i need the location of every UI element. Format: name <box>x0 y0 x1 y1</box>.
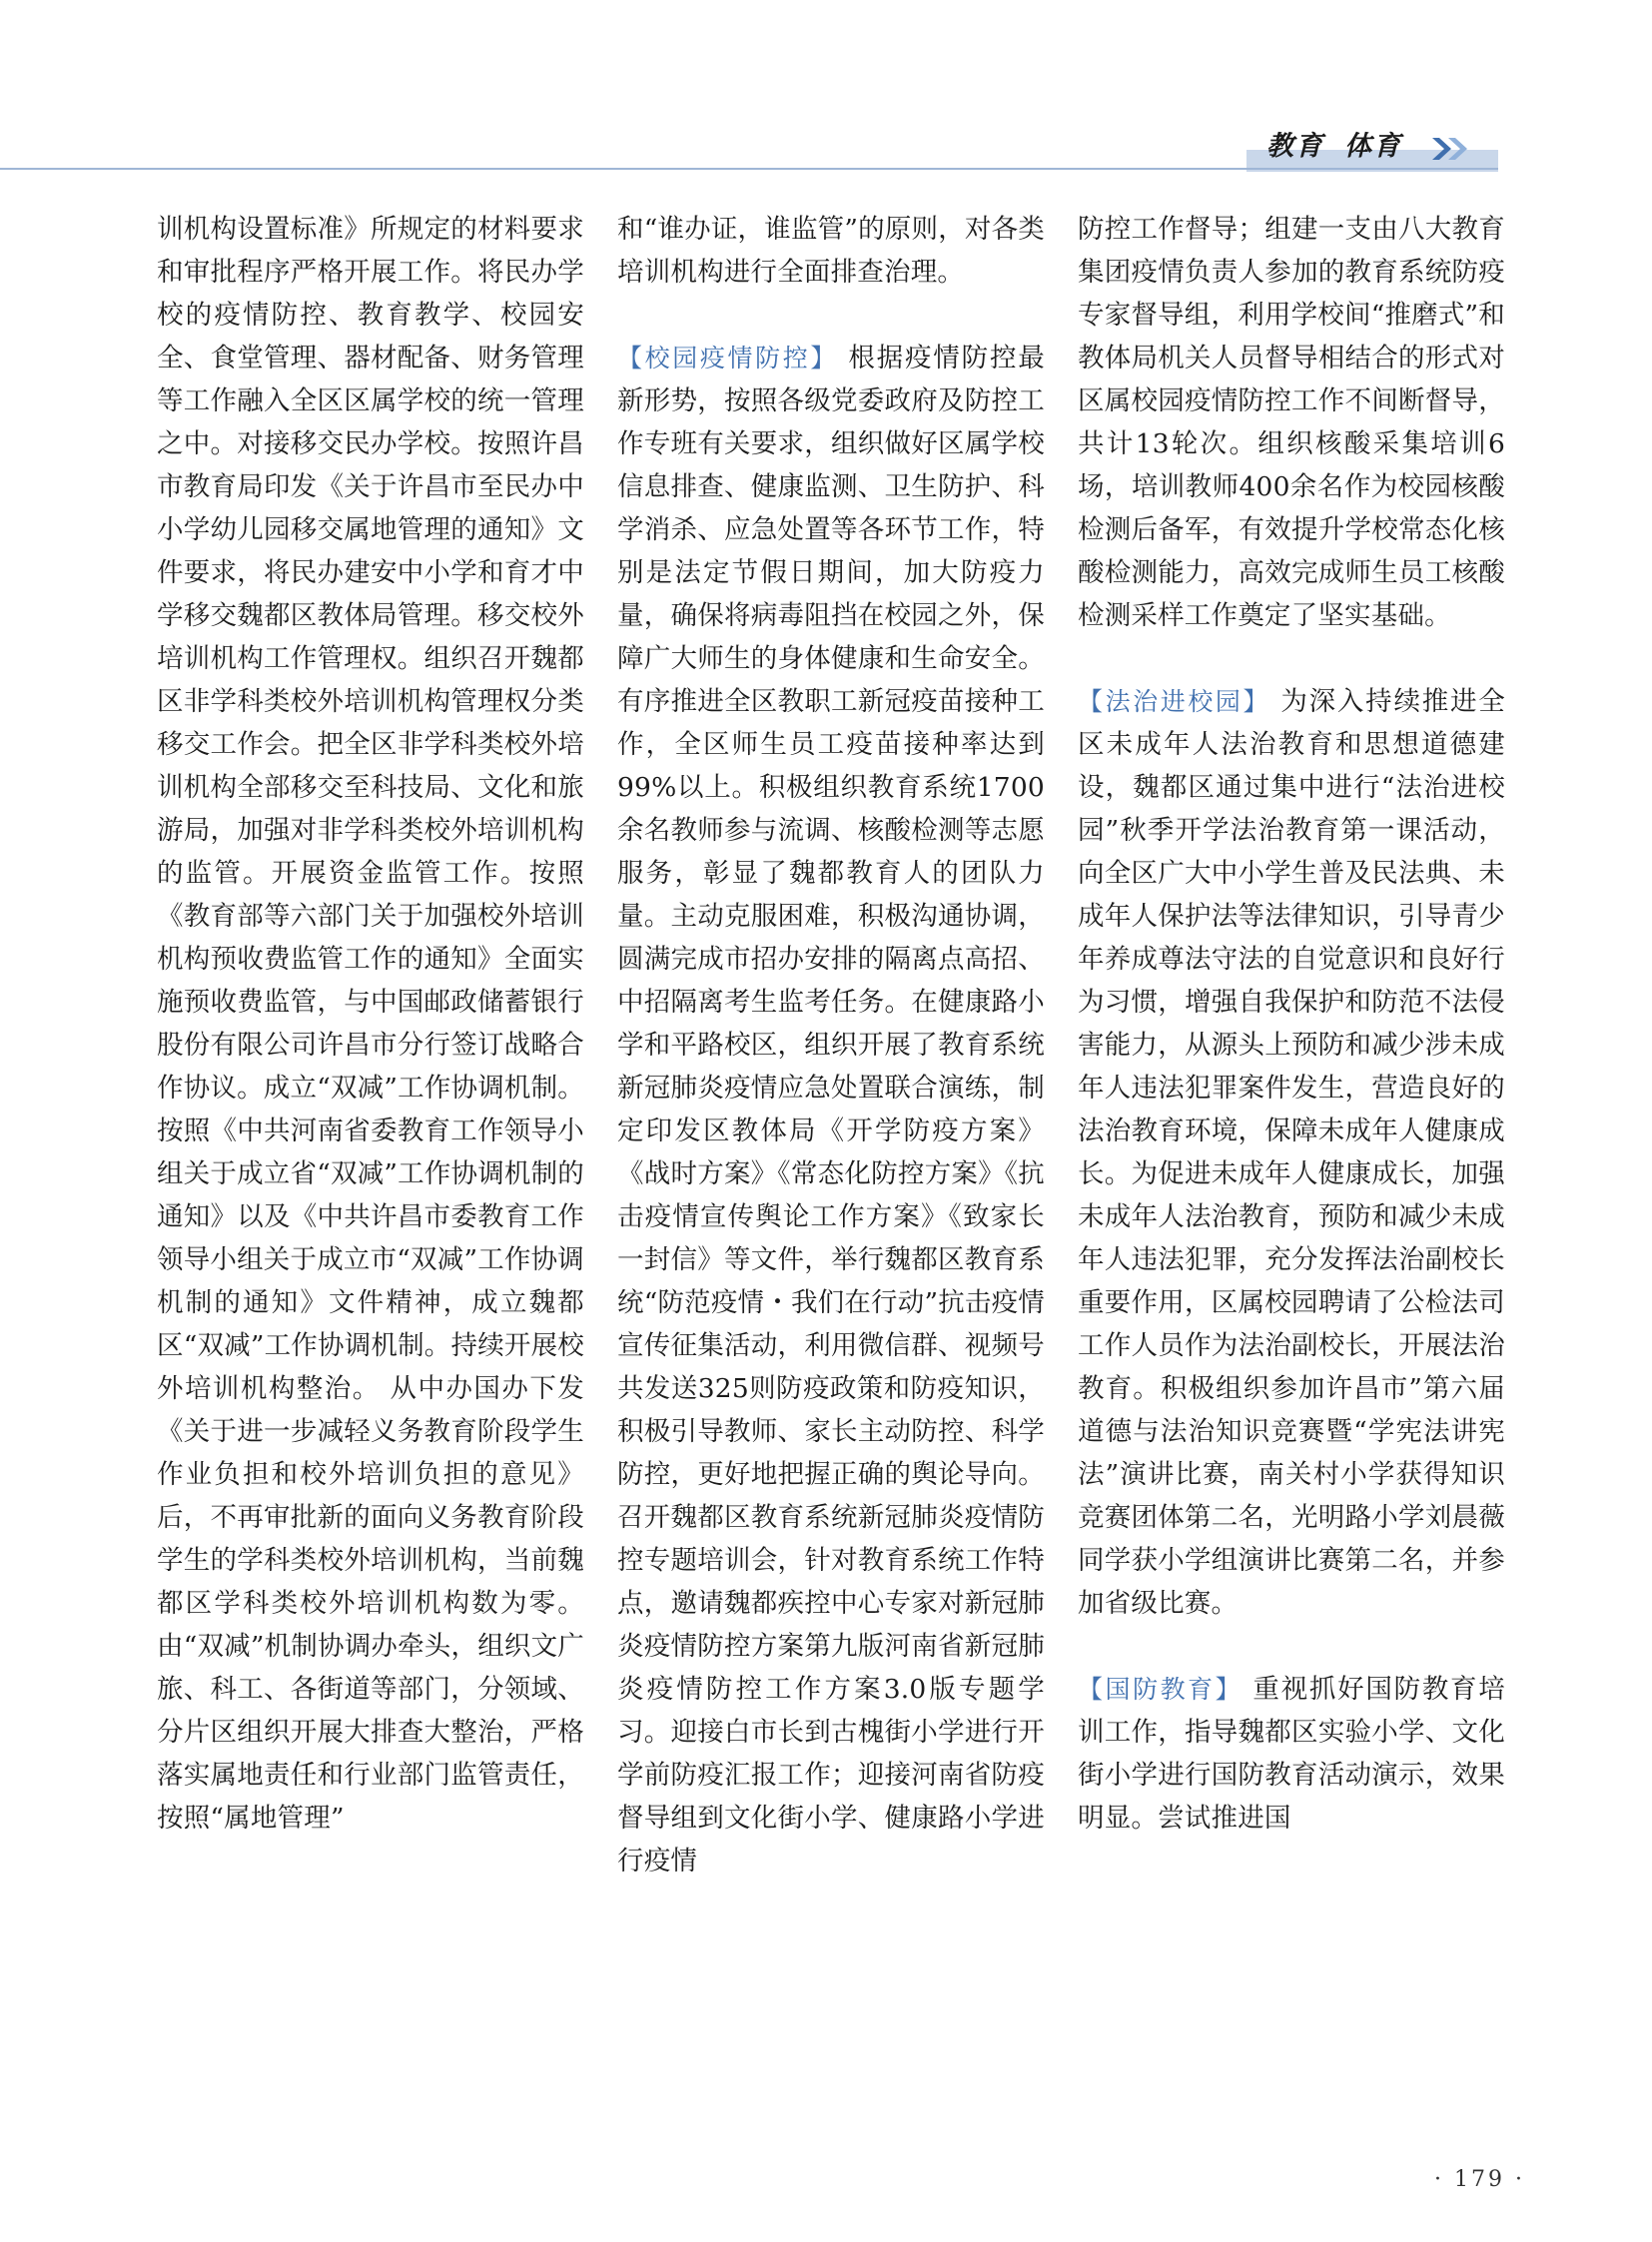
text-column-1 <box>157 208 584 1840</box>
paragraph-rule-of-law <box>1078 680 1505 1625</box>
section-title <box>1266 124 1402 164</box>
paragraph-national-defense <box>1078 1668 1505 1840</box>
paragraph-campus-epidemic-control <box>617 337 1045 1882</box>
paragraph-body: 根据疫情防控最新形势，按照各级党委政府及防控工作专班有关要求，组织做好区属学校信息排查、健康监测、卫生防护、科学消杀、应急处置等各环节工作，特别是法定节假日期间，加大防疫力量，确保将病毒阻挡在校园之外，保障广大师生的身体健康和生命安全。有序推进全区教职工新冠疫苗接种工作，全区师生员工疫苗接种率达到99%以上。积极组织教育系统1700余名教师参与流调、核酸检测等志愿服务，彰显了魏都教育人的团队力量。主动克服困难，积极沟通协调，圆满完成市招办安排的隔离点高招、中招隔离考生监考任务。在健康路小学和平路校区，组织开展了教育系统新冠肺炎疫情应急处置联合演练，制定印发区教体局《开学防疫方案》《战时方案》《常态化防控方案》《抗击疫情宣传舆论工作方案》《致家长一封信》等文件，举行魏都区教育系统“防范疫情・我们在行动”抗击疫情宣传征集活动，利用微信群、视频号共发送325则防疫政策和防疫知识，积极引导教师、家长主动防控、科学防控，更好地把握正确的舆论导向。召开魏都区教育系统新冠肺炎疫情防控专题培训会，针对教育系统工作特点，邀请魏都疾控中心专家对新冠肺炎疫情防控方案第九版河南省新冠肺炎疫情防控工作方案3.0版专题学习。迎接白市长到古槐街小学进行开学前防疫汇报工作；迎接河南省防疫督导组到文化街小学、健康路小学进行疫情 <box>617 343 1045 1876</box>
section-title-part1: 教育 <box>1266 131 1324 162</box>
section-heading-national-defense: 【国防教育】 <box>1078 1675 1243 1704</box>
section-title-part2: 体育 <box>1344 131 1402 162</box>
section-heading-campus-epidemic-control: 【校园疫情防控】 <box>617 344 839 373</box>
header-rule <box>0 168 1498 170</box>
double-chevron-right-icon <box>1430 136 1474 162</box>
text-column-2 <box>617 208 1045 1882</box>
paragraph-body: 重视抓好国防教育培训工作，指导魏都区实验小学、文化街小学进行国防教育活动演示，效果明显。尝试推进国 <box>1078 1674 1505 1834</box>
paragraph-body: 为深入持续推进全区未成年人法治教育和思想道德建设，魏都区通过集中进行“法治进校园”秋季开学法治教育第一课活动，向全区广大中小学生普及民法典、未成年人保护法等法律知识，引导青少年养成尊法守法的自觉意识和良好行为习惯，增强自我保护和防范不法侵害能力，从源头上预防和减少涉未成年人违法犯罪案件发生，营造良好的法治教育环境，保障未成年人健康成长。为促进未成年人健康成长，加强未成年人法治教育，预防和减少未成年人违法犯罪，充分发挥法治副校长重要作用，区属校园聘请了公检法司工作人员作为法治副校长，开展法治教育。积极组织参加许昌市”第六届道德与法治知识竞赛暨“学宪法讲宪法”演讲比赛，南关村小学获得知识竞赛团体第二名，光明路小学刘晨薇同学获小学组演讲比赛第二名，并参加省级比赛。 <box>1078 686 1505 1619</box>
section-heading-rule-of-law: 【法治进校园】 <box>1078 687 1271 716</box>
paragraph: 训机构设置标准》所规定的材料要求和审批程序严格开展工作。将民办学校的疫情防控、教育教学、校园安全、食堂管理、器材配备、财务管理等工作融入全区区属学校的统一管理之中。对接移交民办学校。按照许昌市教育局印发《关于许昌市至民办中小学幼儿园移交属地管理的通知》文件要求，将民办建安中小学和育才中学移交魏都区教体局管理。移交校外培训机构工作管理权。组织召开魏都区非学科类校外培训机构管理权分类移交工作会。把全区非学科类校外培训机构全部移交至科技局、文化和旅游局，加强对非学科类校外培训机构的监管。开展资金监管工作。按照《教育部等六部门关于加强校外培训机构预收费监管工作的通知》全面实施预收费监管，与中国邮政储蓄银行股份有限公司许昌市分行签订战略合作协议。成立“双减”工作协调机制。按照《中共河南省委教育工作领导小组关于成立省“双减”工作协调机制的通知》以及《中共许昌市委教育工作领导小组关于成立市“双减”工作协调机制的通知》文件精神，成立魏都区“双减”工作协调机制。持续开展校外培训机构整治。 从中办国办下发《关于进一步减轻义务教育阶段学生作业负担和校外培训负担的意见》后，不再审批新的面向义务教育阶段学生的学科类校外培训机构，当前魏都区学科类校外培训机构数为零。由“双减”机制协调办牵头，组织文广旅、科工、各街道等部门，分领域、分片区组织开展大排查大整治，严格落实属地责任和行业部门监管责任，按照“属地管理” <box>157 214 584 1834</box>
paragraph: 和“谁办证，谁监管”的原则，对各类培训机构进行全面排查治理。 <box>617 214 1045 288</box>
text-column-3 <box>1078 208 1505 1840</box>
page-number: · 179 · <box>1434 2167 1525 2192</box>
paragraph: 防控工作督导；组建一支由八大教育集团疫情负责人参加的教育系统防疫专家督导组，利用学校间“推磨式”和教体局机关人员督导相结合的形式对区属校园疫情防控工作不间断督导，共计13轮次。组织核酸采集培训6场，培训教师400余名作为校园核酸检测后备军，有效提升学校常态化核酸检测能力，高效完成师生员工核酸检测采样工作奠定了坚实基础。 <box>1078 214 1505 631</box>
